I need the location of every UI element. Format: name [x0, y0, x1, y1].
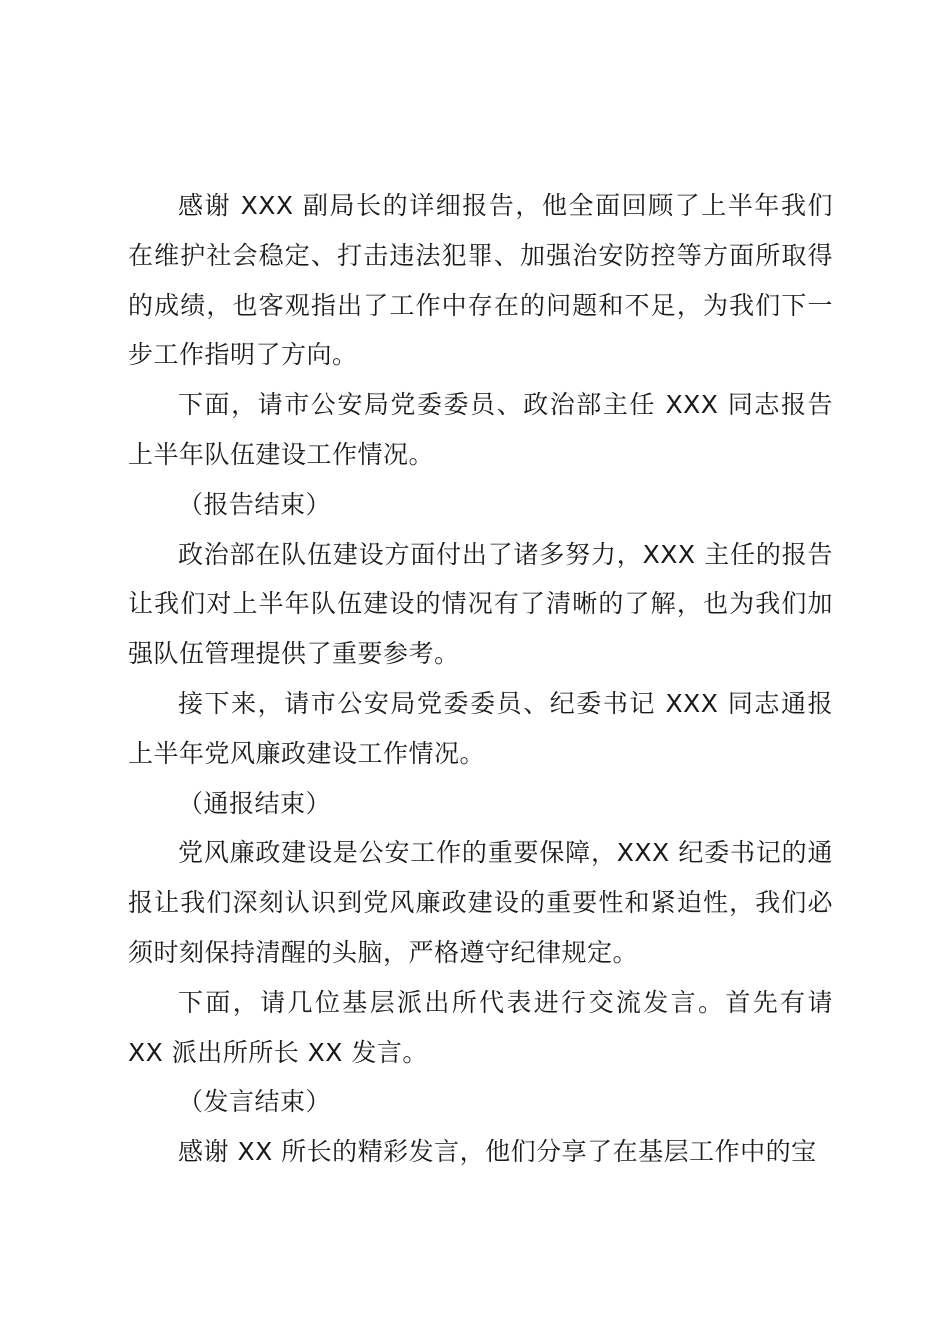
paragraph-thanks-station-chief: 感谢 XX 所长的精彩发言，他们分享了在基层工作中的宝 — [178, 1137, 817, 1167]
paragraph-notice-end: （通报结束） — [178, 788, 332, 818]
paragraph-comment-discipline: 党风廉政建设是公安工作的重要保障，XXX 纪委书记的通报让我们深刻认识到党风廉政建设的重要性和紧迫性，我们必须时刻保持清醒的头脑，严格遵守纪律规定。 — [128, 838, 833, 967]
paragraph-report-end: （报告结束） — [178, 489, 332, 519]
paragraph-invite-discipline-secretary: 接下来，请市公安局党委委员、纪委书记 XXX 同志通报上半年党风廉政建设工作情况。 — [128, 688, 833, 768]
paragraph-thanks-deputy-director: 感谢 XXX 副局长的详细报告，他全面回顾了上半年我们在维护社会稳定、打击违法犯罪、加强治安防控等方面所取得的成绩，也客观指出了工作中存在的问题和不足，为我们下一步工作指明了方向。 — [128, 191, 833, 370]
paragraph-comment-political-dept: 政治部在队伍建设方面付出了诸多努力，XXX 主任的报告让我们对上半年队伍建设的情况有了清晰的了解，也为我们加强队伍管理提供了重要参考。 — [128, 539, 833, 669]
paragraph-invite-political-dept: 下面，请市公安局党委委员、政治部主任 XXX 同志报告上半年队伍建设工作情况。 — [128, 390, 833, 469]
paragraph-speech-end: （发言结束） — [178, 1087, 332, 1117]
paragraph-invite-police-stations: 下面，请几位基层派出所代表进行交流发言。首先有请 XX 派出所所长 XX 发言。 — [128, 987, 833, 1067]
document-body — [128, 181, 833, 1177]
